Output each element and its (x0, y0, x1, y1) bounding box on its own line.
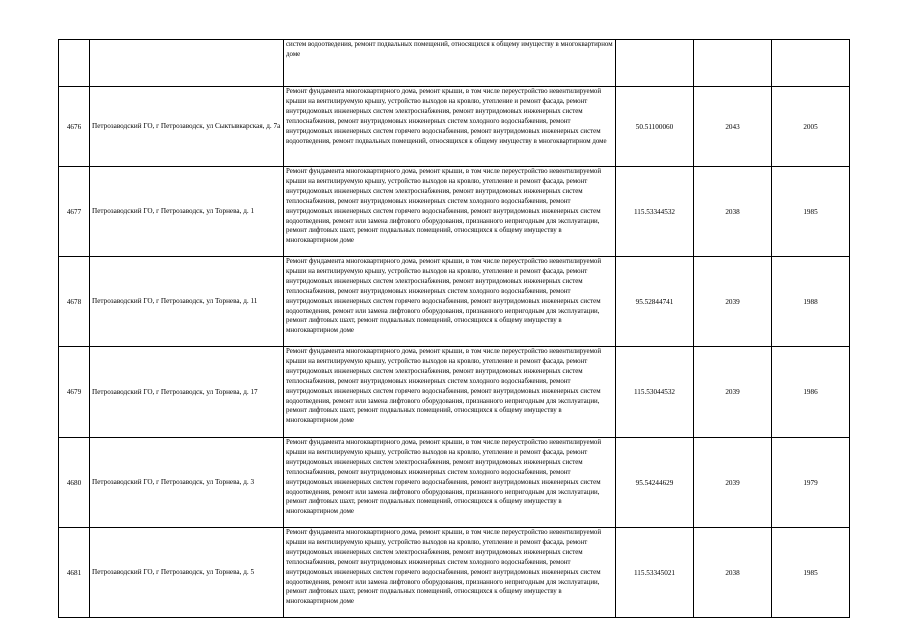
repair-program-table (58, 39, 850, 618)
row-built-year: 2005 (772, 87, 850, 167)
row-number (59, 40, 90, 87)
row-planned-year: 2039 (694, 347, 772, 438)
row-planned-year: 2038 (694, 528, 772, 618)
row-works-text: Ремонт фундамента многоквартирного дома, ремонт крыши, в том числе переустройство невентилируемой крыши на вентилируемую крышу, устройство выходов на кровлю, утепление и ремонт фасада, ремонт внутридомовых инженерных систем электроснабжения, ремонт внутридомовых инженерных систем теплоснабжения, ремонт внутридомовых инженерных систем холодного водоснабжения, ремонт внутридомовых инженерных систем горячего водоснабжения, ремонт внутридомовых инженерных систем водоотведения, ремонт или замена лифтового оборудования, признанного непригодным для эксплуатации, ремонт лифтовых шахт, ремонт подвальных помещений, относящихся к общему имуществу в многоквартирном доме (286, 529, 602, 606)
row-planned-year: 2039 (694, 257, 772, 347)
row-works (284, 438, 616, 528)
table-row (59, 257, 850, 347)
row-address: Петрозаводский ГО, г Петрозаводск, ул Торнева, д. 11 (90, 257, 284, 347)
row-works (284, 167, 616, 257)
row-number: 4677 (59, 167, 90, 257)
row-planned-year: 2039 (694, 438, 772, 528)
row-address: Петрозаводский ГО, г Петрозаводск, ул Торнева, д. 5 (90, 528, 284, 618)
row-works-text: Ремонт фундамента многоквартирного дома, ремонт крыши, в том числе переустройство невентилируемой крыши на вентилируемую крышу, устройство выходов на кровлю, утепление и ремонт фасада, ремонт внутридомовых инженерных систем электроснабжения, ремонт внутридомовых инженерных систем теплоснабжения, ремонт внутридомовых инженерных систем холодного водоснабжения, ремонт внутридомовых инженерных систем горячего водоснабжения, ремонт внутридомовых инженерных систем водоотведения, ремонт подвальных помещений, относящихся к общему имуществу в многоквартирном доме (286, 88, 607, 145)
row-cost (616, 40, 694, 87)
table-row (59, 40, 850, 87)
table-row (59, 438, 850, 528)
row-address: Петрозаводский ГО, г Петрозаводск, ул Торнева, д. 3 (90, 438, 284, 528)
row-number: 4679 (59, 347, 90, 438)
row-planned-year: 2038 (694, 167, 772, 257)
row-works (284, 87, 616, 167)
row-works-text: Ремонт фундамента многоквартирного дома, ремонт крыши, в том числе переустройство невентилируемой крыши на вентилируемую крышу, устройство выходов на кровлю, утепление и ремонт фасада, ремонт внутридомовых инженерных систем электроснабжения, ремонт внутридомовых инженерных систем теплоснабжения, ремонт внутридомовых инженерных систем холодного водоснабжения, ремонт внутридомовых инженерных систем горячего водоснабжения, ремонт внутридомовых инженерных систем водоотведения, ремонт или замена лифтового оборудования, признанного непригодным для эксплуатации, ремонт лифтовых шахт, ремонт подвальных помещений, относящихся к общему имуществу в многоквартирном доме (286, 439, 602, 516)
row-works (284, 257, 616, 347)
row-works-text: Ремонт фундамента многоквартирного дома, ремонт крыши, в том числе переустройство невентилируемой крыши на вентилируемую крышу, устройство выходов на кровлю, утепление и ремонт фасада, ремонт внутридомовых инженерных систем электроснабжения, ремонт внутридомовых инженерных систем теплоснабжения, ремонт внутридомовых инженерных систем холодного водоснабжения, ремонт внутридомовых инженерных систем горячего водоснабжения, ремонт внутридомовых инженерных систем водоотведения, ремонт или замена лифтового оборудования, признанного непригодным для эксплуатации, ремонт лифтовых шахт, ремонт подвальных помещений, относящихся к общему имуществу в многоквартирном доме (286, 168, 602, 245)
row-built-year: 1979 (772, 438, 850, 528)
table-row (59, 167, 850, 257)
row-address: Петрозаводский ГО, г Петрозаводск, ул Сыктывкарская, д. 7а (90, 87, 284, 167)
row-address: Петрозаводский ГО, г Петрозаводск, ул Торнева, д. 17 (90, 347, 284, 438)
table-row (59, 87, 850, 167)
row-cost: 115.53344532 (616, 167, 694, 257)
row-number: 4681 (59, 528, 90, 618)
row-number: 4680 (59, 438, 90, 528)
row-built-year: 1985 (772, 528, 850, 618)
row-cost: 115.53345021 (616, 528, 694, 618)
row-planned-year (694, 40, 772, 87)
row-number: 4676 (59, 87, 90, 167)
row-cost: 115.53044532 (616, 347, 694, 438)
row-built-year: 1986 (772, 347, 850, 438)
row-cost: 50.51100060 (616, 87, 694, 167)
row-built-year: 1988 (772, 257, 850, 347)
row-works-text: Ремонт фундамента многоквартирного дома, ремонт крыши, в том числе переустройство невентилируемой крыши на вентилируемую крышу, устройство выходов на кровлю, утепление и ремонт фасада, ремонт внутридомовых инженерных систем электроснабжения, ремонт внутридомовых инженерных систем теплоснабжения, ремонт внутридомовых инженерных систем холодного водоснабжения, ремонт внутридомовых инженерных систем горячего водоснабжения, ремонт внутридомовых инженерных систем водоотведения, ремонт или замена лифтового оборудования, признанного непригодным для эксплуатации, ремонт лифтовых шахт, ремонт подвальных помещений, относящихся к общему имуществу в многоквартирном доме (286, 348, 602, 425)
row-works (284, 40, 616, 87)
row-works (284, 347, 616, 438)
row-works-text: систем водоотведения, ремонт подвальных помещений, относящихся к общему имуществу в многоквартирном доме (286, 41, 613, 58)
row-built-year (772, 40, 850, 87)
table-row (59, 528, 850, 618)
row-works-text: Ремонт фундамента многоквартирного дома, ремонт крыши, в том числе переустройство невентилируемой крыши на вентилируемую крышу, устройство выходов на кровлю, утепление и ремонт фасада, ремонт внутридомовых инженерных систем электроснабжения, ремонт внутридомовых инженерных систем теплоснабжения, ремонт внутридомовых инженерных систем холодного водоснабжения, ремонт внутридомовых инженерных систем горячего водоснабжения, ремонт внутридомовых инженерных систем водоотведения, ремонт или замена лифтового оборудования, признанного непригодным для эксплуатации, ремонт лифтовых шахт, ремонт подвальных помещений, относящихся к общему имуществу в многоквартирном доме (286, 258, 602, 335)
row-works (284, 528, 616, 618)
row-planned-year: 2043 (694, 87, 772, 167)
row-built-year: 1985 (772, 167, 850, 257)
row-address (90, 40, 284, 87)
row-cost: 95.52844741 (616, 257, 694, 347)
table-row (59, 347, 850, 438)
row-cost: 95.54244629 (616, 438, 694, 528)
row-number: 4678 (59, 257, 90, 347)
row-address: Петрозаводский ГО, г Петрозаводск, ул Торнева, д. 1 (90, 167, 284, 257)
